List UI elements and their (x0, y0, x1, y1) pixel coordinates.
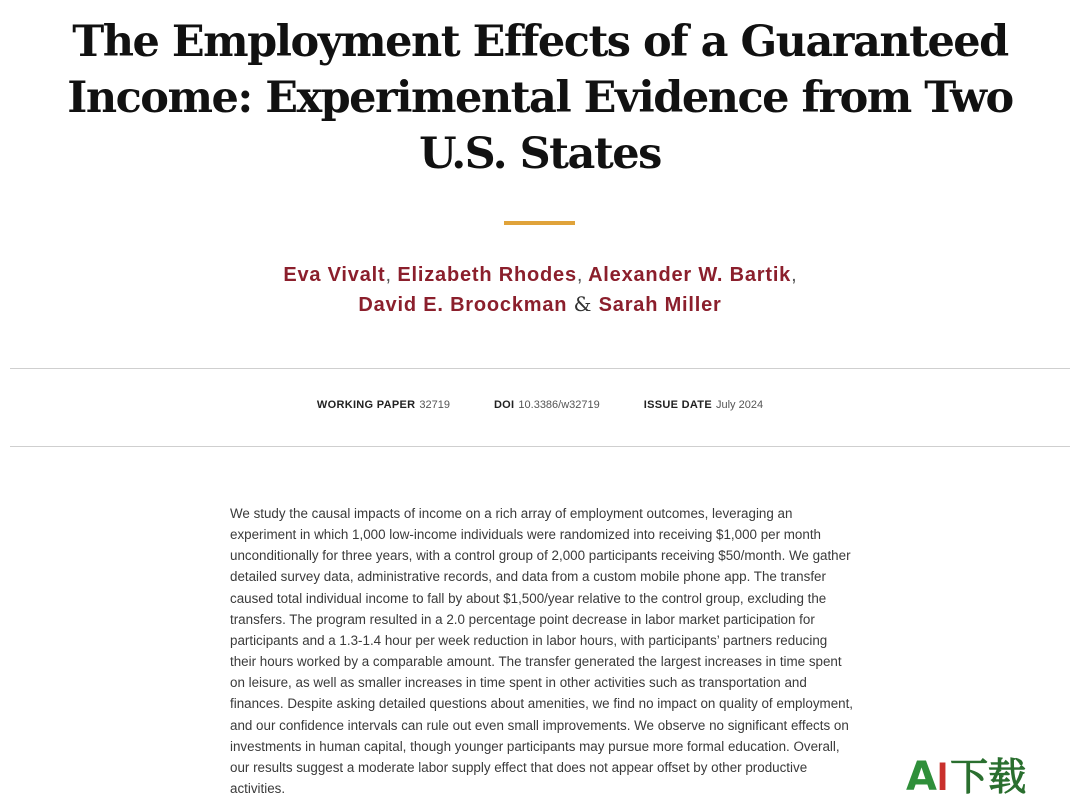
issue-date-meta (644, 399, 763, 411)
doi-meta (494, 399, 600, 411)
title-accent-rule (504, 221, 575, 225)
paper-title: The Employment Effects of a Guaranteed Income: Experimental Evidence from Two U.S. States (67, 17, 1013, 179)
watermark-text: 下载 (950, 755, 1027, 799)
watermark-logo (906, 754, 1026, 800)
doi-value[interactable]: 10.3386/w32719 (518, 399, 600, 411)
meta-top-divider (10, 368, 1070, 369)
working-paper-label: WORKING PAPER (316, 399, 416, 411)
paper-meta-row (0, 399, 1080, 411)
meta-bottom-divider (10, 446, 1070, 447)
author-link[interactable]: Eva Vivalt (283, 264, 386, 286)
working-paper-number: 32719 (419, 399, 450, 411)
author-link[interactable]: Sarah Miller (598, 294, 722, 316)
author-separator: , (385, 264, 392, 286)
watermark-letter-a: A (906, 754, 937, 800)
author-link[interactable]: Alexander W. Bartik (588, 264, 792, 286)
doi-label: DOI (493, 399, 515, 411)
author-link[interactable]: David E. Broockman (358, 294, 568, 316)
working-paper-meta (317, 399, 450, 411)
author-link[interactable]: Elizabeth Rhodes (397, 264, 577, 286)
author-separator: , (791, 264, 797, 286)
issue-date-label: ISSUE DATE (643, 399, 712, 411)
abstract-text: We study the causal impacts of income on a rich array of employment outcomes, leveraging an experiment in which 1,000 low-income individuals were randomized into receiving $1,000 per month unconditionally for three years, with a control group of 2,000 participants receiving $50/month. We gather detailed survey data, administrative records, and data from a custom mobile phone app. The transfer caused total individual income to fall by about $1,500/year relative to the control group, excluding the transfers. The program resulted in a 2.0 percentage point decrease in labor market participation for participants and a 1.3-1.4 hour per week reduction in labor hours, with participants’ partners reducing their hours worked by a comparable amount. The transfer generated the largest increases in time spent on leisure, as well as smaller increases in time spent in other activities such as transportation and finances. Despite asking detailed questions about amenities, we find no impact on quality of employment, and our confidence intervals can rule out even small improvements. We observe no significant effects on investments in human capital, though younger participants may pursue more formal education. Overall, our results suggest a moderate labor supply effect that does not appear offset by other productive activities. (230, 506, 854, 797)
author-separator: , (576, 264, 583, 286)
watermark-letter-i: I (936, 755, 949, 799)
author-list (0, 261, 1080, 320)
author-conjunction: & (573, 292, 593, 316)
issue-date-value: July 2024 (715, 399, 764, 411)
